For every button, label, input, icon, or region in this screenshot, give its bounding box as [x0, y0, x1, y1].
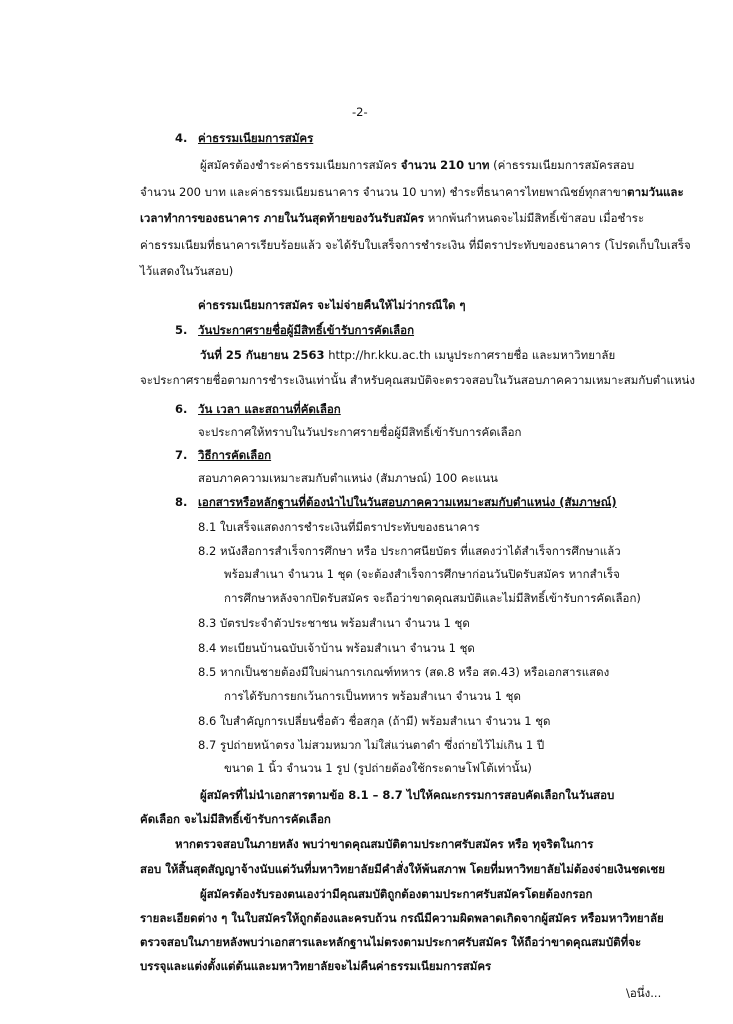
section-7-heading: วิธีการคัดเลือก — [198, 448, 272, 462]
section-6-heading: วัน เวลา และสถานที่คัดเลือก — [198, 402, 341, 416]
schedule-line-1: จะประกาศให้ทราบในวันประกาศรายชื่อผู้มีสิทธิ์เข้ารับการคัดเลือก — [198, 425, 522, 439]
doc-item-8-1: 8.1 ใบเสร็จแสดงการชำระเงินที่มีตราประทับของธนาคาร — [198, 520, 480, 534]
section-6-number: 6. — [175, 402, 188, 416]
doc-item-8-6: 8.6 ใบสำคัญการเปลี่ยนชื่อตัว ชื่อสกุล (ถ้ามี) พร้อมสำเนา จำนวน 1 ชุด — [198, 714, 551, 728]
fee-line-1 — [200, 157, 634, 173]
fee-line-3 — [140, 210, 644, 226]
doc-item-8-7: 8.7 รูปถ่ายหน้าตรง ไม่สวมหมวก ไม่ใส่แว่นตาดำ ซึ่งถ่ายไว้ไม่เกิน 1 ปี — [198, 738, 545, 752]
fee-no-refund: ค่าธรรมเนียมการสมัคร จะไม่จ่ายคืนให้ไม่ว่ากรณีใด ๆ — [198, 298, 466, 312]
doc-item-8-5: 8.5 หากเป็นชายต้องมีใบผ่านการเกณฑ์ทหาร (สด.8 หรือ สด.43) หรือเอกสารแสดง — [198, 665, 610, 679]
doc-item-8-2-cont-2: การศึกษาหลังจากปิดรับสมัคร จะถือว่าขาดคุณสมบัติและไม่มีสิทธิ์เข้ารับการคัดเลือก) — [224, 591, 641, 605]
notice-p1-line-2: สอบ ให้สิ้นสุดสัญญาจ้างนับแต่วันที่มหาวิทยาลัยมีคำสั่งให้พ้นสภาพ โดยที่มหาวิทยาลัยไม่ต้องจ่ายเงินชดเชย — [140, 862, 665, 876]
notice-p2-line-3: ตรวจสอบในภายหลังพบว่าเอกสารและหลักฐานไม่ตรงตามประกาศรับสมัคร ให้ถือว่าขาดคุณสมบัติที่จะ — [140, 935, 642, 949]
page-number: -2- — [352, 105, 368, 119]
fee-line-3-text: หากพ้นกำหนดจะไม่มีสิทธิ์เข้าสอบ เมื่อชำระ — [424, 211, 645, 225]
documents-warning-2: คัดเลือก จะไม่มีสิทธิ์เข้ารับการคัดเลือก — [140, 812, 331, 826]
fee-line-1-tail: (ค่าธรรมเนียมการสมัครสอบ — [489, 158, 635, 172]
section-8-number: 8. — [175, 495, 188, 509]
method-line-1: สอบภาคความเหมาะสมกับตำแหน่ง (สัมภาษณ์) 100 คะแนน — [198, 471, 498, 485]
announce-date: วันที่ 25 กันยายน 2563 — [200, 348, 325, 362]
doc-item-8-3: 8.3 บัตรประจำตัวประชาชน พร้อมสำเนา จำนวน 1 ชุด — [198, 616, 470, 630]
fee-line-3-bold: เวลาทำการของธนาคาร ภายในวันสุดท้ายของวันรับสมัคร — [140, 211, 425, 225]
documents-warning-1: ผู้สมัครที่ไม่นำเอกสารตามข้อ 8.1 – 8.7 ไปให้คณะกรรมการสอบคัดเลือกในวันสอบ — [200, 788, 615, 802]
doc-item-8-2: 8.2 หนังสือการสำเร็จการศึกษา หรือ ประกาศนียบัตร ที่แสดงว่าได้สำเร็จการศึกษาแล้ว — [198, 544, 621, 558]
continued-marker: \อนึ่ง... — [626, 986, 662, 1000]
fee-line-2-bold: ตามวันและ — [627, 185, 684, 199]
section-4-number: 4. — [175, 131, 188, 145]
announce-url-text: http://hr.kku.ac.th เมนูประกาศรายชื่อ และมหาวิทยาลัย — [324, 348, 616, 362]
fee-line-4: ค่าธรรมเนียมที่ธนาคารเรียบร้อยแล้ว จะได้รับใบเสร็จการชำระเงิน ที่มีตราประทับของธนาคาร (โปรดเก็บใบเสร็จ — [140, 238, 691, 252]
notice-p2-line-2: รายละเอียดต่าง ๆ ในใบสมัครให้ถูกต้องและครบถ้วน กรณีมีความผิดพลาดเกิดจากผู้สมัคร หรือมหาวิทยาลัย — [140, 911, 664, 925]
notice-p2-line-1: ผู้สมัครต้องรับรองตนเองว่ามีคุณสมบัติถูกต้องตามประกาศรับสมัครโดยต้องกรอก — [200, 887, 593, 901]
section-7-number: 7. — [175, 448, 188, 462]
section-5-number: 5. — [175, 323, 188, 337]
fee-line-5: ไว้แสดงในวันสอบ) — [140, 264, 234, 278]
section-5-heading: วันประกาศรายชื่อผู้มีสิทธิ์เข้ารับการคัดเลือก — [198, 323, 415, 337]
notice-p1-line-1: หากตรวจสอบในภายหลัง พบว่าขาดคุณสมบัติตามประกาศรับสมัคร หรือ ทุจริตในการ — [175, 837, 594, 851]
doc-item-8-5-cont: การได้รับการยกเว้นการเป็นทหาร พร้อมสำเนา จำนวน 1 ชุด — [224, 689, 521, 703]
doc-item-8-7-cont: ขนาด 1 นิ้ว จำนวน 1 รูป (รูปถ่ายต้องใช้กระดาษโฟโต้เท่านั้น) — [224, 761, 532, 775]
fee-line-1-text: ผู้สมัครต้องชำระค่าธรรมเนียมการสมัคร — [200, 158, 401, 172]
doc-item-8-4: 8.4 ทะเบียนบ้านฉบับเจ้าบ้าน พร้อมสำเนา จำนวน 1 ชุด — [198, 641, 475, 655]
announce-line-1 — [200, 347, 615, 363]
fee-amount: จำนวน 210 บาท — [400, 158, 490, 172]
fee-line-2 — [140, 184, 684, 200]
announce-line-2: จะประกาศรายชื่อตามการชำระเงินเท่านั้น สำหรับคุณสมบัติจะตรวจสอบในวันสอบภาคความเหมาะสมกับตำแหน่ง — [140, 373, 696, 387]
section-4-heading: ค่าธรรมเนียมการสมัคร — [198, 131, 314, 145]
fee-line-2-text: จำนวน 200 บาท และค่าธรรมเนียมธนาคาร จำนวน 10 บาท) ชำระที่ธนาคารไทยพาณิชย์ทุกสาขา — [140, 185, 628, 199]
notice-p2-line-4: บรรจุและแต่งตั้งแต่ต้นและมหาวิทยาลัยจะไม่คืนค่าธรรมเนียมการสมัคร — [140, 959, 492, 973]
doc-item-8-2-cont-1: พร้อมสำเนา จำนวน 1 ชุด (จะต้องสำเร็จการศึกษาก่อนวันปิดรับสมัคร หากสำเร็จ — [224, 567, 620, 581]
section-8-heading: เอกสารหรือหลักฐานที่ต้องนำไปในวันสอบภาคความเหมาะสมกับตำแหน่ง (สัมภาษณ์) — [198, 495, 617, 509]
